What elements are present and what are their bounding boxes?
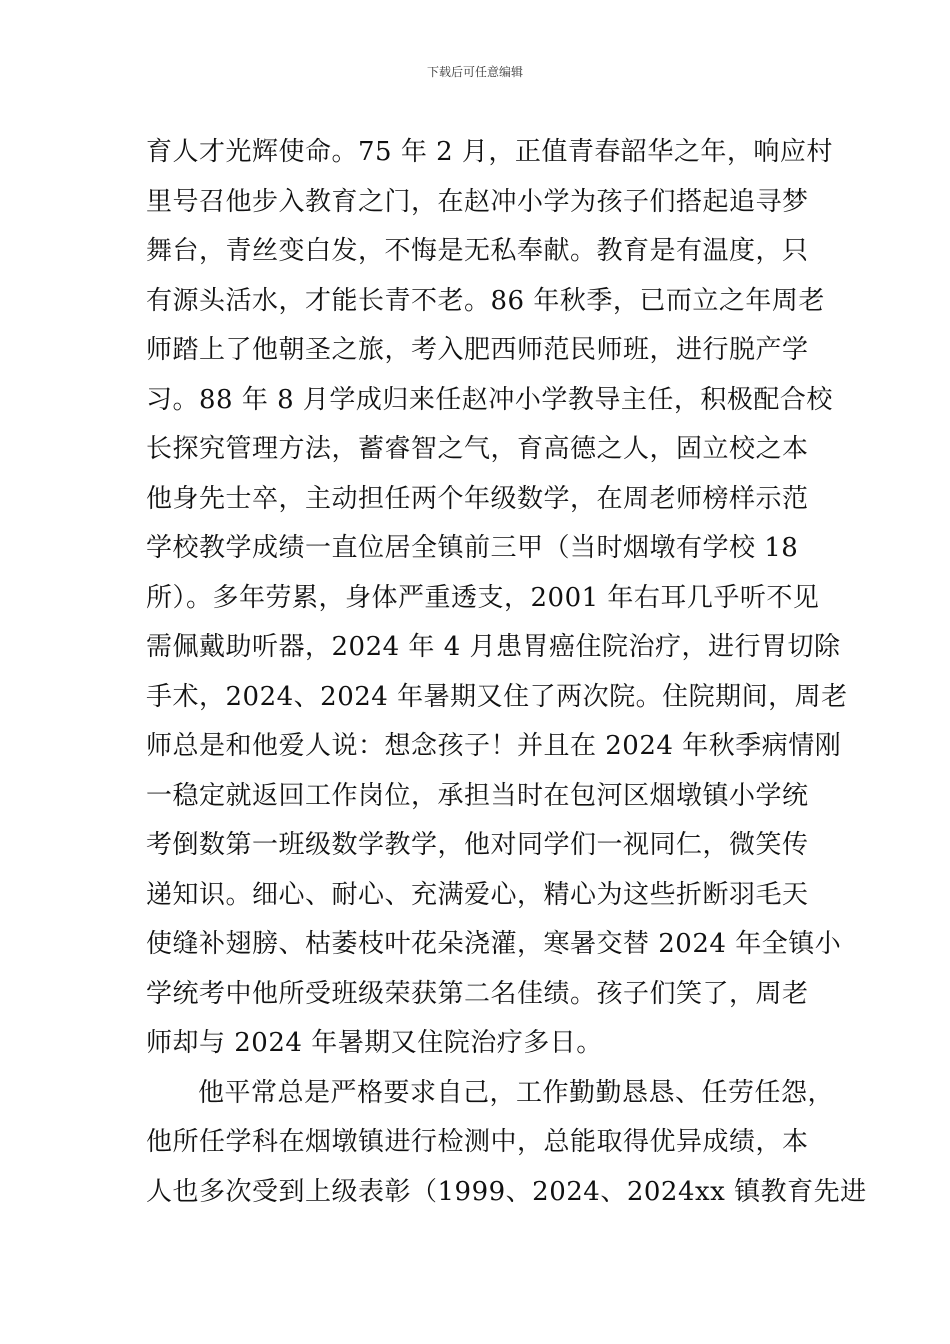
page-header: 下载后可任意编辑 bbox=[426, 65, 523, 79]
paragraph-2 bbox=[146, 1069, 867, 1218]
text-line: 学校教学成绩一直位居全镇前三甲（当时烟墩有学校 18 bbox=[146, 533, 799, 563]
text-line: 需佩戴助听器，2024 年 4 月患胃癌住院治疗，进行胃切除 bbox=[146, 632, 841, 662]
paragraph-1 bbox=[146, 128, 848, 1069]
text-line: 人也多次受到上级表彰（1999、2024、2024xx 镇教育先进 bbox=[146, 1176, 867, 1207]
text-line: 学统考中他所受班级荣获第二名佳绩。孩子们笑了，周老 bbox=[146, 978, 809, 1009]
text-line: 一稳定就返回工作岗位，承担当时在包河区烟墩镇小学统 bbox=[146, 780, 809, 811]
text-line: 师踏上了他朝圣之旅，考入肥西师范民师班，进行脱产学 bbox=[146, 335, 809, 365]
text-line: 他平常总是严格要求自己，工作勤勤恳恳、任劳任怨， bbox=[198, 1077, 835, 1108]
text-line: 师却与 2024 年暑期又住院治疗多日。 bbox=[146, 1028, 603, 1058]
text-line: 舞台，青丝变白发，不悔是无私奉献。教育是有温度，只 bbox=[146, 236, 809, 266]
text-line: 有源头活水，才能长青不老。86 年秋季，已而立之年周老 bbox=[146, 285, 825, 316]
text-line: 他所任学科在烟墩镇进行检测中，总能取得优异成绩，本 bbox=[146, 1127, 809, 1157]
text-line: 所）。多年劳累，身体严重透支，2001 年右耳几乎听不见 bbox=[146, 582, 820, 613]
text-line: 育人才光辉使命。75 年 2 月，正值青春韶华之年，响应村 bbox=[146, 137, 833, 167]
text-line: 习。88 年 8 月学成归来任赵冲小学教导主任，积极配合校 bbox=[146, 384, 833, 415]
document-body bbox=[146, 128, 867, 1217]
text-line: 考倒数第一班级数学教学，他对同学们一视同仁，微笑传 bbox=[146, 830, 809, 860]
text-line: 使缝补翅膀、枯萎枝叶花朵浇灌，寒暑交替 2024 年全镇小 bbox=[146, 929, 842, 959]
text-line: 手术，2024、2024 年暑期又住了两次院。住院期间，周老 bbox=[146, 681, 848, 712]
text-line: 里号召他步入教育之门，在赵冲小学为孩子们搭起追寻梦 bbox=[146, 186, 809, 217]
text-line: 他身先士卒，主动担任两个年级数学，在周老师榜样示范 bbox=[146, 483, 809, 514]
text-line: 长探究管理方法，蓄睿智之气，育高德之人，固立校之本 bbox=[146, 434, 809, 464]
text-line: 递知识。细心、耐心、充满爱心，精心为这些折断羽毛天 bbox=[146, 879, 809, 910]
text-line: 师总是和他爱人说：想念孩子！并且在 2024 年秋季病情刚 bbox=[146, 731, 842, 761]
